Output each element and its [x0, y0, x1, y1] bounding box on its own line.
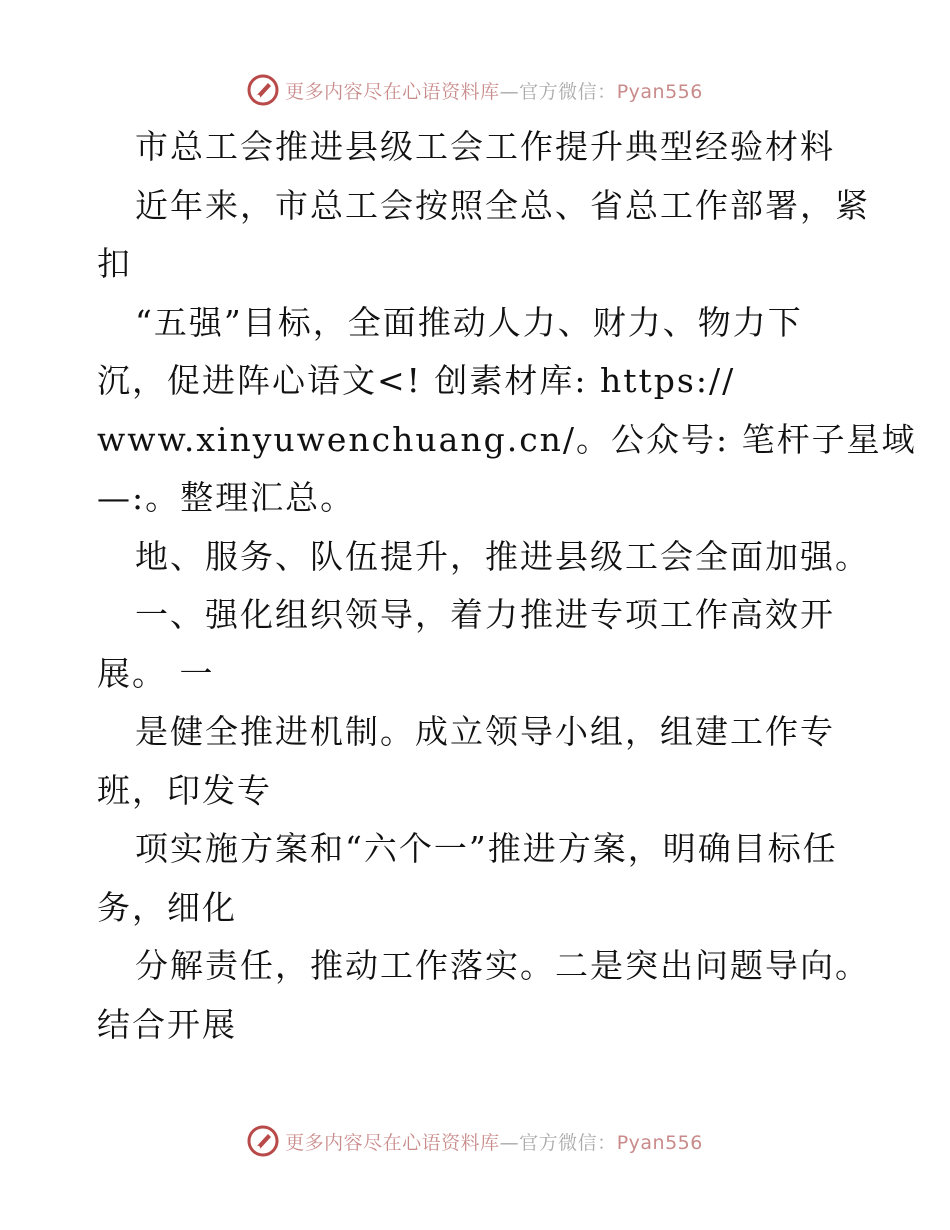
text-line: 班，印发专 — [97, 770, 272, 810]
document-title: 市总工会推进县级工会工作提升典型经验材料 — [135, 127, 835, 166]
text-line: 沉，促进阵心语文<! 创素材库: https:// — [97, 361, 736, 400]
text-line: www.xinyuwenchuang.cn/。公众号: 笔杆子星域 — [97, 419, 917, 459]
text-line: 分解责任，推动工作落实。二是突出问题导向。 — [135, 946, 870, 985]
pen-logo-icon — [247, 74, 279, 106]
watermark-text — [285, 1128, 703, 1155]
section-heading: 一、强化组织领导，着力推进专项工作高效开 — [135, 595, 835, 634]
text-line: “五强”目标，全面推动人力、财力、物力下 — [135, 302, 803, 342]
text-line: 地、服务、队伍提升，推进县级工会全面加强。 — [135, 536, 870, 576]
watermark-handle: Pyan556 — [616, 1131, 703, 1154]
watermark-handle: Pyan556 — [616, 80, 703, 103]
text-line: 是健全推进机制。成立领导小组，组建工作专 — [135, 712, 835, 751]
text-line: 结合开展 — [97, 1004, 237, 1044]
watermark-label: 官方微信： — [519, 1131, 617, 1154]
text-line: —:。整理汇总。 — [97, 478, 356, 517]
text-line: 务，细化 — [97, 887, 237, 927]
watermark-site: 更多内容尽在心语资料库 — [285, 1131, 500, 1154]
footer-watermark — [0, 1121, 950, 1161]
pen-logo-icon — [247, 1125, 279, 1157]
text-line: 展。 一 — [97, 653, 215, 693]
document-body — [97, 118, 917, 1054]
watermark-dash: — — [499, 1131, 520, 1154]
watermark-label: 官方微信： — [519, 80, 617, 103]
header-watermark — [0, 70, 950, 110]
watermark-text — [285, 77, 703, 104]
text-line: 近年来，市总工会按照全总、省总工作部署，紧 — [135, 185, 870, 225]
text-line: 扣 — [97, 244, 132, 283]
text-line: 项实施方案和“六个一”推进方案，明确目标任 — [135, 829, 838, 868]
watermark-site: 更多内容尽在心语资料库 — [285, 80, 500, 103]
watermark-dash: — — [499, 80, 520, 103]
